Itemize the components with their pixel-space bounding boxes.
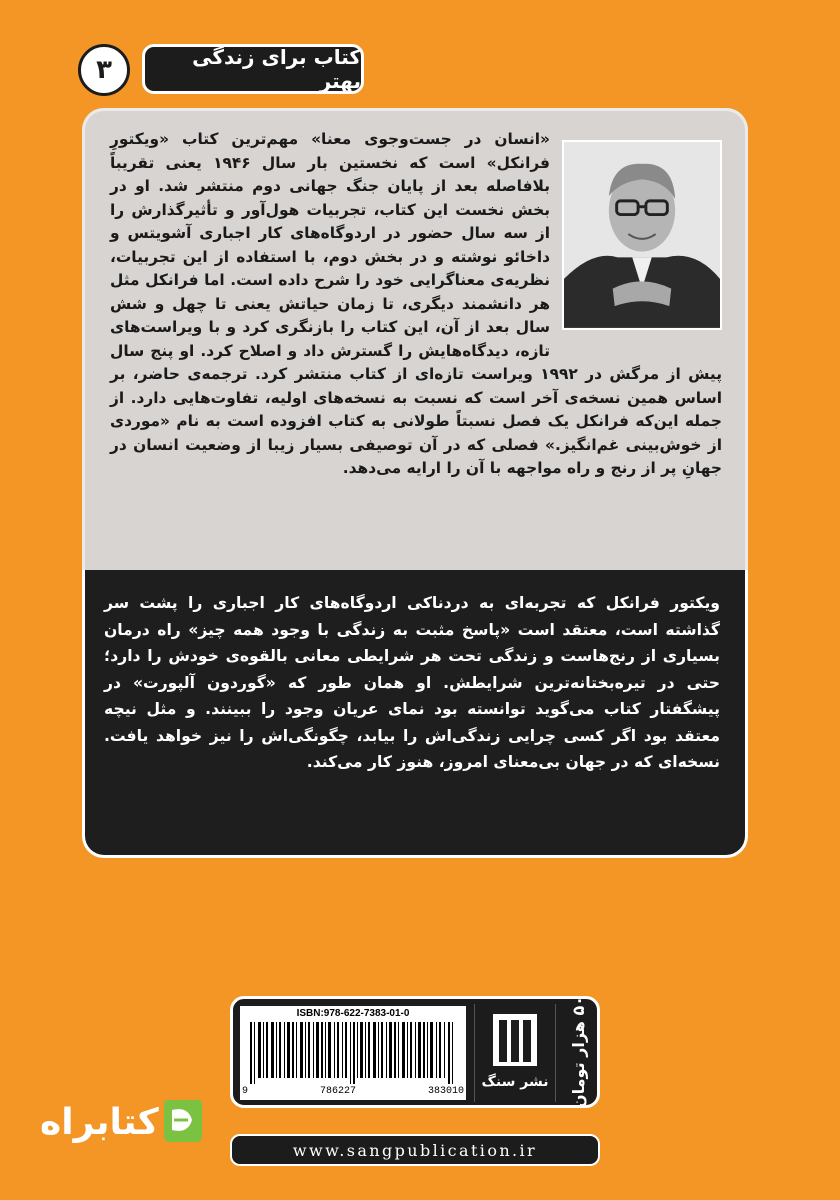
website-link[interactable]: www.sangpublication.ir (230, 1134, 600, 1166)
summary-paragraph: ویکتور فرانکل که تجربه‌ای به دردناکی اردوگاه‌های کار اجباری را پشت سر گذاشته است، معتقد است «پاسخ مثبت به زندگی با وجود همه چیز» راه درمان بسیاری از رنج‌هاست و زندگی تحت هر شرایطی معانی بالقوه‌ی خودش را دارد؛ حتی در تیره‌بختانه‌ترین شرایطش. او همان طور که «گوردون آلپورت» در پیشگفتار کتاب می‌گوید توانسته بود نمای عریان وجود را ببینند. و مثل نیچه معتقد بود اگر کسی چرایی زندگی‌اش را بیابد، چگونگی‌اش را نیز خواهد یافت. نسخه‌ای که در جهان بی‌معنای امروز، هنوز کار می‌کند. (104, 594, 720, 771)
intro-paragraph: «انسان در جست‌وجوی معنا» مهم‌ترین کتاب «ویکتورِ فرانکل» است که نخستین بار سال ۱۹۴۶ یعنی تقریباً بلافاصله بعد از پایان جنگ جهانی دوم منتشر شد. او در بخش نخست این کتاب، تجربیات هول‌آور و تأثیرگذارش را از سه سال حضور در اردوگاه‌های کار اجباری آشویتس و داخائو نوشته و در بخش دوم، با استفاده از این تجربیات، نظریه‌ی معناگرایی خود را شرح داده است. اما فرانکل مثل هر دانشمند دیگری، تا زمان حیاتش یعنی تا چهل و شش سال بعد از آن، این کتاب را بازنگری کرد و با ویراست‌های تازه، دیدگاه‌هایش را گسترش داد و اصلاح کرد. او پنج سال پیش از مرگش در ۱۹۹۲ ویراست تازه‌ای از کتاب منتشر کرد. ترجمه‌ی حاضر، بر اساس همین نسخه‌ی آخر است که نسبت به نسخه‌های اولیه، تفاوت‌هایی دارد. از جمله این‌که فرانکل یک فصل نسبتاً طولانی به کتاب افزوده است به نام «موردی از خوش‌بینی غم‌انگیز.» فصلی که در آن توصیفی بسیار زیبا از وضعیت انسان در جهانِ پر از رنج و راه مواجهه با آن را ارایه می‌دهد. (110, 130, 722, 477)
price-column (560, 995, 596, 1109)
author-photo (562, 140, 722, 330)
publisher-logo-column (474, 1004, 556, 1102)
publisher-logo-icon (493, 1014, 537, 1066)
barcode-bars (250, 1022, 456, 1084)
isbn-label: ISBN:978-622-7383-01-0 (296, 1008, 410, 1019)
price-label: ۵۰ هزار تومان (568, 995, 588, 1109)
barcode-digit-group: 383010 (427, 1086, 464, 1097)
barcode (240, 1006, 466, 1100)
barcode-digits (242, 1086, 464, 1097)
barcode-digit-group: 9 (242, 1086, 249, 1097)
barcode-digit-group: 786227 (319, 1086, 356, 1097)
publisher-name: نشر سنگ (481, 1074, 549, 1090)
retailer-logo (40, 1092, 210, 1156)
series-label: کتاب برای زندگی بهتر (142, 44, 364, 94)
series-number: ۳ (78, 44, 130, 96)
retailer-name: کتابراه (40, 1102, 159, 1143)
book-leaf-icon (158, 1096, 208, 1146)
